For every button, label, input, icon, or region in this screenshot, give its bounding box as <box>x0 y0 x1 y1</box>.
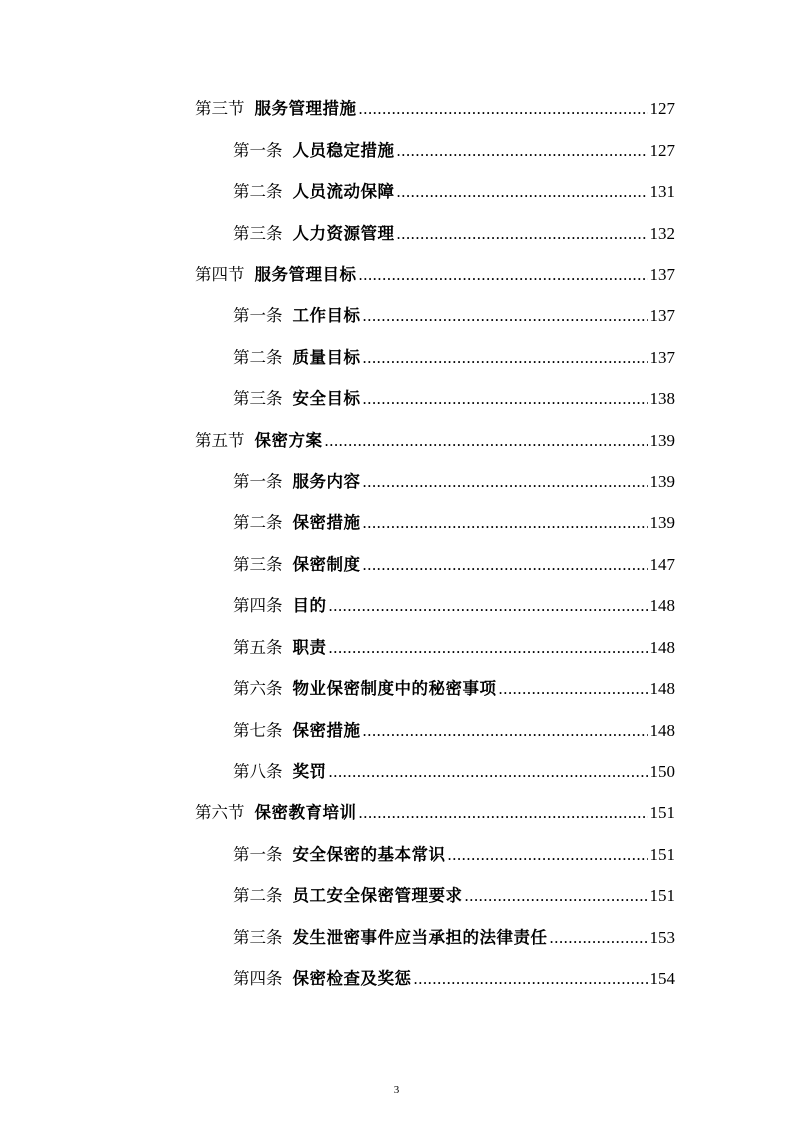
toc-entry-title: 人员稳定措施 <box>292 141 395 160</box>
toc-entry-title: 目的 <box>292 596 327 615</box>
dot-leader <box>359 97 648 121</box>
toc-entry-page: 139 <box>649 472 675 491</box>
toc-entry[interactable] <box>233 843 675 867</box>
toc-entry-number: 第五节 <box>195 431 245 450</box>
toc-entry[interactable] <box>233 594 675 618</box>
toc-entry-page: 148 <box>649 679 675 698</box>
toc-entry-page: 137 <box>649 306 675 325</box>
toc-entry-title: 人员流动保障 <box>292 182 395 201</box>
toc-entry-page: 138 <box>649 389 675 408</box>
dot-leader <box>499 677 648 701</box>
toc-entry-number: 第四节 <box>195 265 245 284</box>
toc-entry[interactable] <box>233 180 675 204</box>
toc-entry-number: 第一条 <box>233 845 283 864</box>
toc-entry-title: 安全保密的基本常识 <box>292 845 446 864</box>
toc-entry[interactable] <box>233 139 675 163</box>
toc-entry-title: 工作目标 <box>292 306 361 325</box>
toc-entry[interactable] <box>233 346 675 370</box>
toc-entry-title: 保密措施 <box>292 721 361 740</box>
toc-entry-title: 保密检查及奖惩 <box>292 969 412 988</box>
toc-entry[interactable] <box>233 677 675 701</box>
dot-leader <box>363 511 648 535</box>
toc-entry-page: 151 <box>649 845 675 864</box>
toc-entry[interactable] <box>195 263 675 287</box>
toc-entry-number: 第三条 <box>233 555 283 574</box>
dot-leader <box>363 346 648 370</box>
toc-entry-title: 服务管理目标 <box>254 265 357 284</box>
toc-entry-page: 132 <box>649 224 675 243</box>
dot-leader <box>359 263 648 287</box>
toc-entry[interactable] <box>233 553 675 577</box>
dot-leader <box>329 636 648 660</box>
toc-entry-number: 第四条 <box>233 969 283 988</box>
toc-entry-number: 第三条 <box>233 224 283 243</box>
dot-leader <box>363 304 648 328</box>
dot-leader <box>397 139 648 163</box>
toc-entry-page: 148 <box>649 596 675 615</box>
toc-entry-number: 第一条 <box>233 306 283 325</box>
toc-entry-number: 第六条 <box>233 679 283 698</box>
dot-leader <box>397 180 648 204</box>
dot-leader <box>465 884 648 908</box>
toc-entry-page: 147 <box>649 555 675 574</box>
toc-entry-page: 139 <box>649 431 675 450</box>
toc-entry-title: 人力资源管理 <box>292 224 395 243</box>
dot-leader <box>325 429 648 453</box>
toc-entry-title: 保密教育培训 <box>254 803 357 822</box>
dot-leader <box>363 387 648 411</box>
toc-entry-title: 质量目标 <box>292 348 361 367</box>
toc-entry[interactable] <box>195 97 675 121</box>
toc-entry[interactable] <box>233 304 675 328</box>
toc-entry-page: 127 <box>649 99 675 118</box>
toc-entry-number: 第六节 <box>195 803 245 822</box>
toc-entry[interactable] <box>233 760 675 784</box>
dot-leader <box>363 719 648 743</box>
toc-entry-title: 保密方案 <box>254 431 323 450</box>
toc-entry[interactable] <box>233 636 675 660</box>
dot-leader <box>363 553 648 577</box>
toc-entry-title: 物业保密制度中的秘密事项 <box>292 679 497 698</box>
toc-entry-number: 第八条 <box>233 762 283 781</box>
toc-entry-page: 137 <box>649 348 675 367</box>
toc-entry-number: 第二条 <box>233 513 283 532</box>
toc-entry[interactable] <box>233 719 675 743</box>
toc-entry-number: 第七条 <box>233 721 283 740</box>
dot-leader <box>363 470 648 494</box>
toc-entry[interactable] <box>233 387 675 411</box>
toc-entry-title: 职责 <box>292 638 327 657</box>
toc-entry-title: 保密制度 <box>292 555 361 574</box>
toc-entry-number: 第一条 <box>233 472 283 491</box>
dot-leader <box>329 594 648 618</box>
toc-entry-number: 第二条 <box>233 182 283 201</box>
toc-entry[interactable] <box>195 429 675 453</box>
dot-leader <box>414 967 648 991</box>
toc-entry-number: 第二条 <box>233 348 283 367</box>
toc-entry-title: 服务管理措施 <box>254 99 357 118</box>
toc-entry-number: 第二条 <box>233 886 283 905</box>
toc-entry-title: 安全目标 <box>292 389 361 408</box>
toc-entry-title: 发生泄密事件应当承担的法律责任 <box>292 928 548 947</box>
dot-leader <box>550 926 648 950</box>
toc-entry[interactable] <box>233 470 675 494</box>
dot-leader <box>448 843 648 867</box>
toc-entry-page: 151 <box>649 803 675 822</box>
toc-entry-number: 第五条 <box>233 638 283 657</box>
toc-entry-number: 第四条 <box>233 596 283 615</box>
toc-entry-page: 137 <box>649 265 675 284</box>
toc-entry-number: 第三节 <box>195 99 245 118</box>
dot-leader <box>397 222 648 246</box>
toc-entry-title: 保密措施 <box>292 513 361 532</box>
toc-entry-page: 139 <box>649 513 675 532</box>
toc-entry-title: 员工安全保密管理要求 <box>292 886 463 905</box>
toc-entry[interactable] <box>233 222 675 246</box>
toc-entry-number: 第一条 <box>233 141 283 160</box>
page-number: 3 <box>393 1084 400 1096</box>
toc-entry-page: 150 <box>649 762 675 781</box>
toc-entry[interactable] <box>233 511 675 535</box>
toc-entry[interactable] <box>233 967 675 991</box>
toc-entry-page: 131 <box>649 182 675 201</box>
toc-entry-page: 151 <box>649 886 675 905</box>
toc-entry-title: 服务内容 <box>292 472 361 491</box>
toc-entry[interactable] <box>233 926 675 950</box>
toc-entry-page: 153 <box>649 928 675 947</box>
toc-entry-title: 奖罚 <box>292 762 327 781</box>
toc-entry[interactable] <box>233 884 675 908</box>
dot-leader <box>359 801 648 825</box>
toc-entry-page: 154 <box>649 969 675 988</box>
toc-entry-page: 127 <box>649 141 675 160</box>
toc-entry-number: 第三条 <box>233 928 283 947</box>
toc-entry-page: 148 <box>649 638 675 657</box>
toc-entry-page: 148 <box>649 721 675 740</box>
toc-entry-number: 第三条 <box>233 389 283 408</box>
dot-leader <box>329 760 648 784</box>
toc-entry[interactable] <box>195 801 675 825</box>
